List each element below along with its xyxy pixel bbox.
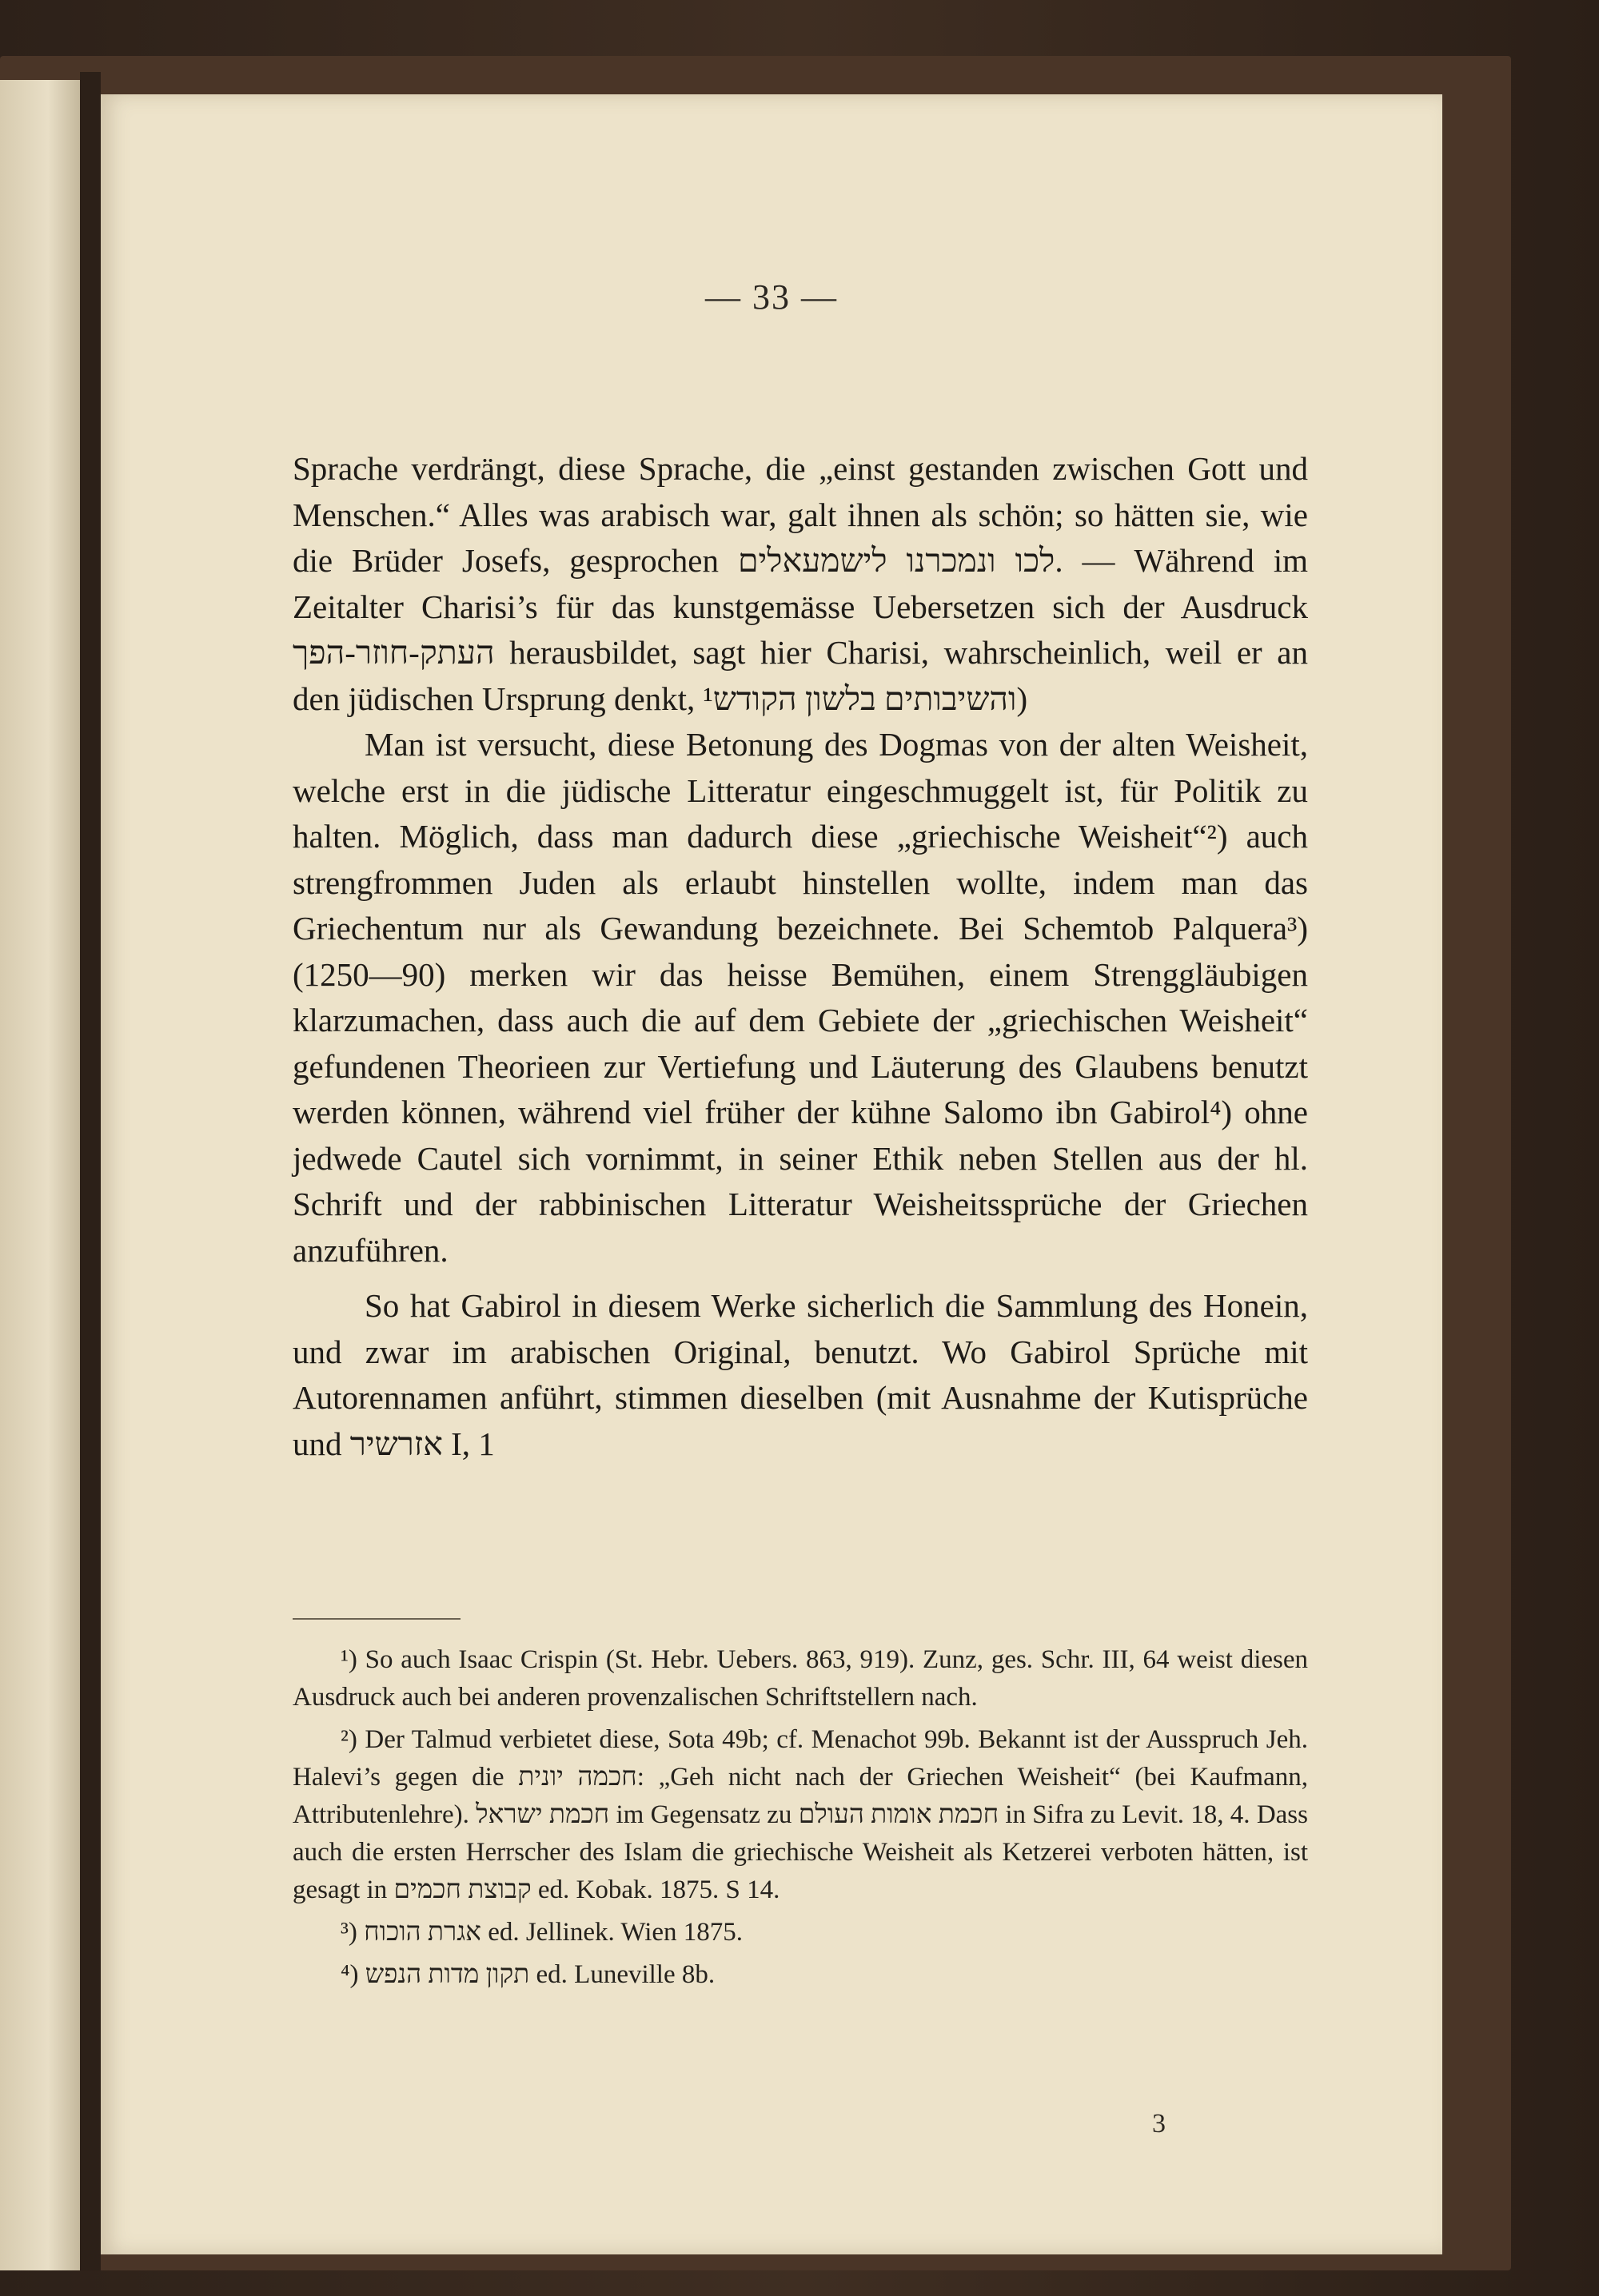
book-spine-gap	[80, 72, 101, 2270]
footnote-4: ⁴) תקון מדות הנפש ed. Luneville 8b.	[341, 1960, 716, 1989]
footnote-2: ²) Der Talmud verbietet diese, Sota 49b; cf. Menachot 99b. Bekannt ist der Ausspruch Jeh. Halevi’s gegen die חכמה יונית: „Geh nicht nach der Griechen Weisheit“ (bei Kaufmann, Attributenlehre). חכמת ישראל im Gegensatz zu חכמת אומות העולם in Sifra zu Levit. 18, 4. Dass auch die ersten Herrscher des Islam die griechische Weisheit als Ketzerei verboten hätten, ist gesagt in קבוצת חכמים ed. Kobak. 1875. S 14.	[293, 1725, 1308, 1904]
footnote-3: ³) אגרת הוכוח ed. Jellinek. Wien 1875.	[341, 1918, 744, 1947]
body-text	[293, 446, 1308, 1467]
book-page	[101, 94, 1442, 2254]
footnotes	[293, 1641, 1308, 1994]
footnote-1: ¹) So auch Isaac Crispin (St. Hebr. Uebers. 863, 919). Zunz, ges. Schr. III, 64 weist diesen Ausdruck auch bei anderen provenzalischen Schriftstellern nach.	[293, 1645, 1308, 1712]
page-number: — 33 —	[705, 277, 838, 317]
paragraph-2: Man ist versucht, diese Betonung des Dogmas von der alten Weisheit, welche erst in die jüdische Litteratur eingeschmuggelt ist, für Politik zu halten. Möglich, dass man dadurch diese „griechische Weisheit“²) auch strengfrommen Juden als erlaubt hinstellen wollte, indem man das Griechentum nur als Gewandung bezeichnete. Bei Schemtob Palquera³) (1250—90) merken wir das heisse Bemühen, einem Strenggläubigen klarzumachen, dass auch die auf dem Gebiete der „griechischen Weisheit“ gefundenen Theorieen zur Vertiefung und Läuterung des Glaubens benutzt werden können, während viel früher der kühne Salomo ibn Gabirol⁴) ohne jedwede Cautel sich vornimmt, in seiner Ethik neben Stellen aus der hl. Schrift und der rabbinischen Litteratur Weisheitssprüche der Griechen anzuführen.	[293, 726, 1308, 1269]
signature-mark: 3	[1152, 2109, 1166, 2139]
left-page-edge	[0, 80, 80, 2270]
paragraph-3: So hat Gabirol in diesem Werke sicherlich die Sammlung des Honein, und zwar im arabischen Original, benutzt. Wo Gabirol Sprüche mit Autorennamen anführt, stimmen dieselben (mit Ausnahme der Kutisprüche und אזרשיר I, 1	[293, 1287, 1308, 1462]
footnote-divider	[293, 1618, 461, 1620]
paragraph-1: Sprache verdrängt, diese Sprache, die „einst gestanden zwischen Gott und Menschen.“ Alles was arabisch war, galt ihnen als schön; so hätten sie, wie die Brüder Josefs, gesprochen לכו ונמכרנו לישמעאלים. — Während im Zeitalter Charisi’s für das kunstgemässe Uebersetzen sich der Ausdruck העתק-חוזר-הפך herausbildet, sagt hier Charisi, wahrscheinlich, weil er an den jüdischen Ursprung denkt, והשיבותים בלשון הקודש¹)	[293, 450, 1308, 717]
